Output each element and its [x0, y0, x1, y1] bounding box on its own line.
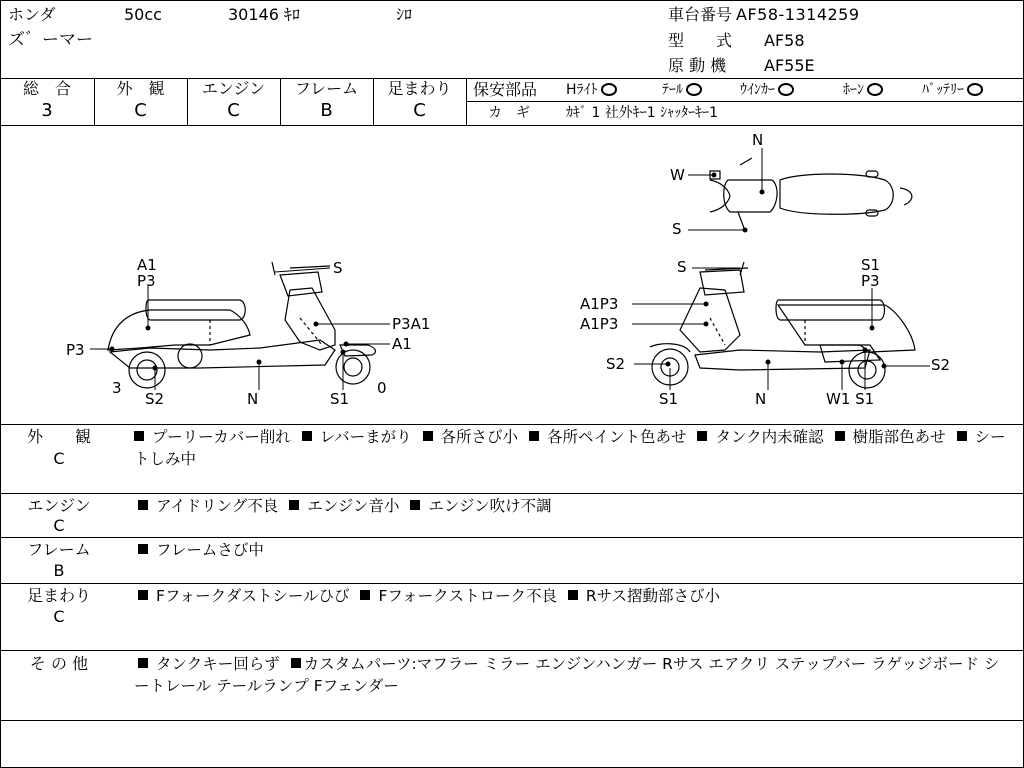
bullet-icon — [957, 431, 967, 441]
body-color: ｼﾛ — [396, 5, 413, 24]
key-label: カ ギ — [488, 105, 530, 121]
defect-label: P3A1 — [392, 315, 431, 333]
suspension-label: 足まわり — [387, 79, 452, 98]
section-grade-exterior: C — [53, 449, 65, 468]
defect-label: S — [333, 259, 343, 277]
exterior-grade: C — [134, 100, 147, 121]
defect-label: S — [672, 220, 682, 238]
bullet-icon — [529, 431, 539, 441]
safety-item-winker: ｳｲﾝｶｰ — [740, 80, 794, 100]
defect-label: 3 — [112, 379, 122, 397]
divider — [467, 101, 1023, 102]
frame-label: フレーム — [294, 79, 359, 98]
section-body-engine: アイドリング不良 エンジン音小 エンジン吹け不調 — [138, 495, 1008, 517]
defect-label: S1 — [659, 390, 679, 408]
type-label: 型 式 — [668, 31, 733, 50]
defect-label: A1P3 — [580, 315, 619, 333]
engine-model-value: AF55E — [764, 56, 815, 75]
bullet-icon — [291, 658, 301, 668]
status-ok-icon — [867, 83, 883, 96]
defect-label: P3 — [66, 341, 85, 359]
divider — [0, 424, 1023, 425]
section-body-suspension: Fフォークダストシールひび Fフォークストローク不良 Rサス摺動部さび小 — [138, 585, 1008, 607]
defect-label: S2 — [606, 355, 626, 373]
bullet-icon — [134, 431, 144, 441]
divider — [0, 650, 1023, 651]
leader-lines — [90, 148, 930, 390]
engine-model-label: 原 動 機 — [668, 56, 727, 75]
defect-label: A1P3 — [580, 295, 619, 313]
status-ok-icon — [601, 83, 617, 96]
defect-label: W — [670, 166, 685, 184]
mileage: 30146 ｷﾛ — [228, 5, 300, 24]
defect-label: W1 S1 — [826, 390, 875, 408]
defect-label: A1 — [392, 335, 412, 353]
frame-no-label: 車台番号 — [668, 5, 733, 24]
key-value: ｶｷﾞ 1 社外ｷｰ1 ｼｬｯﾀｰｷｰ1 — [566, 105, 719, 121]
safety-item-horn: ﾎｰﾝ — [843, 80, 883, 100]
engine-label: エンジン — [201, 79, 266, 98]
safety-label: 保安部品 — [473, 80, 538, 99]
section-grade-engine: C — [53, 516, 65, 535]
scooter-top-view — [710, 158, 912, 228]
displacement: 50cc — [124, 5, 162, 24]
defect-label: N — [247, 390, 259, 408]
bullet-icon — [410, 500, 420, 510]
bullet-icon — [302, 431, 312, 441]
divider — [0, 583, 1023, 584]
engine-grade: C — [227, 100, 240, 121]
suspension-grade: C — [413, 100, 426, 121]
defect-label: S2 — [145, 390, 165, 408]
bullet-icon — [697, 431, 707, 441]
section-body-exterior: プーリーカバー削れ レバーまがり 各所さび小 各所ペイント色あせ タンク内未確認 樹脂部色あせ シートしみ中 — [134, 428, 1006, 468]
safety-item-tail: ﾃｰﾙ — [662, 80, 702, 100]
divider — [466, 78, 467, 125]
status-ok-icon — [686, 83, 702, 96]
bullet-icon — [138, 500, 148, 510]
bullet-icon — [289, 500, 299, 510]
section-head-frame: フレーム — [27, 540, 91, 559]
defect-label: P3 — [861, 272, 880, 290]
defect-label: N — [752, 131, 764, 149]
overall-grade: 3 — [41, 100, 53, 121]
safety-item-headlight: Hﾗｲﾄ — [566, 80, 617, 100]
section-head-suspension: 足まわり — [26, 586, 91, 605]
section-head-engine: エンジン — [27, 496, 91, 515]
status-ok-icon — [778, 83, 794, 96]
bullet-icon — [568, 590, 578, 600]
defect-label: N — [755, 390, 767, 408]
overall-label: 総 合 — [22, 79, 71, 98]
section-body-other: タンクキー回らず カスタムパーツ:マフラー ミラー エンジンハンガー Rサス エアクリ ステップバー ラゲッジボード シートレール テールランプ Fフェンダー — [134, 655, 1000, 695]
bullet-icon — [360, 590, 370, 600]
status-ok-icon — [967, 83, 983, 96]
divider — [0, 493, 1023, 494]
frame-grade: B — [320, 100, 333, 121]
bullet-icon — [138, 658, 148, 668]
divider — [0, 720, 1023, 721]
bullet-icon — [423, 431, 433, 441]
defect-label: A1 — [137, 256, 157, 274]
defect-label: S1 — [861, 256, 881, 274]
frame-no: AF58-1314259 — [736, 5, 860, 24]
section-body-frame: フレームさび中 — [138, 539, 1008, 561]
section-head-other: そ の 他 — [29, 654, 89, 673]
section-head-exterior: 外 観 — [26, 427, 91, 446]
section-grade-frame: B — [53, 561, 65, 580]
section-grade-suspension: C — [53, 607, 65, 626]
divider — [0, 537, 1023, 538]
model-name: ズ゛ーマー — [8, 30, 93, 50]
defect-label: S2 — [931, 356, 951, 374]
exterior-label: 外 観 — [116, 79, 165, 98]
defect-label: 0 — [377, 379, 387, 397]
bullet-icon — [138, 590, 148, 600]
defect-label: S1 — [330, 390, 350, 408]
defect-label: P3 — [137, 272, 156, 290]
defect-label: S — [677, 258, 687, 276]
bullet-icon — [835, 431, 845, 441]
maker: ホンダ — [8, 5, 56, 24]
bullet-icon — [138, 544, 148, 554]
type-value: AF58 — [764, 31, 805, 50]
safety-item-battery: ﾊﾞｯﾃﾘｰ — [922, 80, 983, 100]
